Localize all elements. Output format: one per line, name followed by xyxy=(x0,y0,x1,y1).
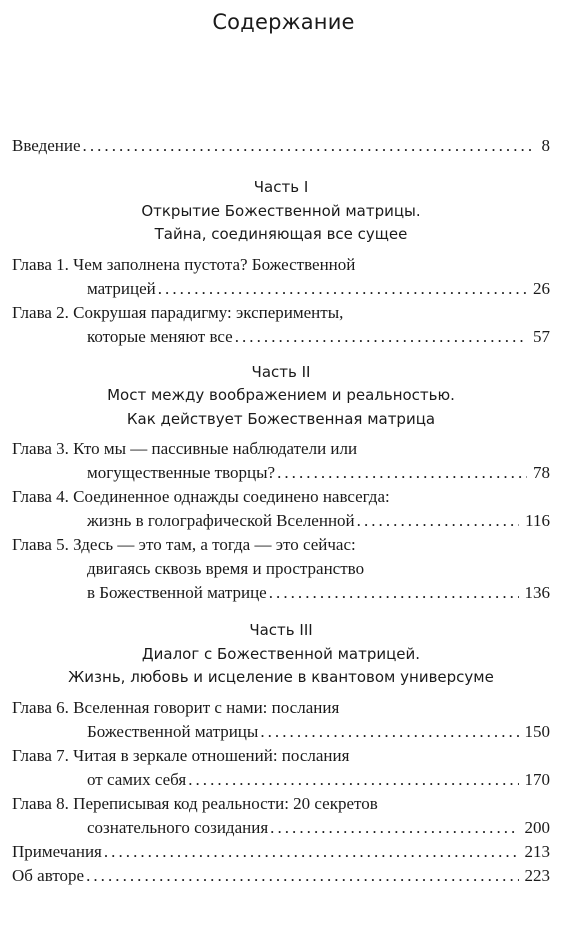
leader-dots xyxy=(260,720,518,744)
entry-label: Глава 2. Сокрушая парадигму: эксперименты, xyxy=(12,302,344,322)
page-number: 78 xyxy=(533,463,550,482)
entry-label-cont: сознательного созидания xyxy=(87,817,269,837)
entry-label: Примечания xyxy=(12,841,102,861)
part-title-line: Открытие Божественной матрицы. xyxy=(141,201,421,220)
part-heading-2 xyxy=(12,361,550,432)
toc-entry-intro[interactable] xyxy=(12,134,550,158)
entry-label: Введение xyxy=(12,136,81,155)
part-heading-3 xyxy=(12,619,550,690)
part-title-line: Мост между воображением и реальностью. xyxy=(107,386,455,404)
table-of-contents xyxy=(12,134,550,888)
entry-label-cont: жизнь в голографической Вселенной xyxy=(87,511,355,530)
leader-dots xyxy=(357,509,519,533)
page-number: 26 xyxy=(533,278,550,298)
toc-entry-chapter-3[interactable] xyxy=(12,437,550,485)
entry-label-cont: Божественной матрицы xyxy=(87,721,259,741)
page-number: 116 xyxy=(525,511,550,530)
toc-entry-chapter-1[interactable] xyxy=(12,253,550,301)
part-title-line: Диалог с Божественной матрицей. xyxy=(141,644,421,663)
entry-label: Глава 6. Вселенная говорит с нами: послания xyxy=(12,697,340,717)
part-title-line: Как действует Божественная матрица xyxy=(126,409,436,428)
entry-label: Об авторе xyxy=(12,865,85,885)
entry-label-cont: от самих себя xyxy=(87,769,187,789)
leader-dots xyxy=(86,864,518,888)
entry-label-cont: двигаясь сквозь время и пространство xyxy=(87,559,365,578)
toc-entry-notes[interactable] xyxy=(12,840,550,864)
part-title-line: Тайна, соединяющая все сущее xyxy=(154,225,408,243)
toc-entry-chapter-8[interactable] xyxy=(12,792,550,840)
entry-label-cont: которые меняют все xyxy=(87,326,233,346)
entry-label: Глава 8. Переписывая код реальности: 20 секретов xyxy=(12,793,378,813)
leader-dots xyxy=(277,461,527,485)
toc-entry-chapter-7[interactable] xyxy=(12,744,550,792)
toc-entry-chapter-2[interactable] xyxy=(12,301,550,349)
part-label: Часть I xyxy=(253,178,309,196)
entry-label: Глава 1. Чем заполнена пустота? Божественной xyxy=(12,254,356,274)
leader-dots xyxy=(235,325,527,349)
leader-dots xyxy=(188,768,518,792)
leader-dots xyxy=(83,134,536,158)
entry-label-cont: в Божественной матрице xyxy=(87,583,267,602)
entry-label: Глава 5. Здесь — это там, а тогда — это сейчас: xyxy=(12,535,356,554)
page-number: 213 xyxy=(524,841,550,861)
entry-label-cont: могущественные творцы? xyxy=(87,463,276,482)
part-heading-1 xyxy=(12,176,550,247)
part-title-line: Жизнь, любовь и исцеление в квантовом универсуме xyxy=(68,668,494,686)
page-number: 57 xyxy=(533,326,550,346)
entry-label: Глава 4. Соединенное однажды соединено навсегда: xyxy=(12,487,390,506)
page-number: 170 xyxy=(524,769,550,789)
page-title: Содержание xyxy=(212,10,355,34)
part-label: Часть III xyxy=(249,621,313,639)
toc-entry-chapter-6[interactable] xyxy=(12,696,550,744)
page-number: 136 xyxy=(524,583,550,602)
leader-dots xyxy=(104,840,519,864)
page-number: 223 xyxy=(524,865,550,885)
page-number: 150 xyxy=(524,721,550,741)
page-number: 200 xyxy=(524,817,550,837)
page-number: 8 xyxy=(541,136,550,155)
entry-label: Глава 3. Кто мы — пассивные наблюдатели или xyxy=(12,439,358,458)
toc-entry-about-author[interactable] xyxy=(12,864,550,888)
part-label: Часть II xyxy=(251,362,311,381)
toc-entry-chapter-5[interactable] xyxy=(12,533,550,605)
leader-dots xyxy=(158,277,527,301)
leader-dots xyxy=(270,816,518,840)
leader-dots xyxy=(269,581,519,605)
toc-entry-chapter-4[interactable] xyxy=(12,485,550,533)
entry-label-cont: матрицей xyxy=(87,278,156,298)
entry-label: Глава 7. Читая в зеркале отношений: послания xyxy=(12,745,350,765)
